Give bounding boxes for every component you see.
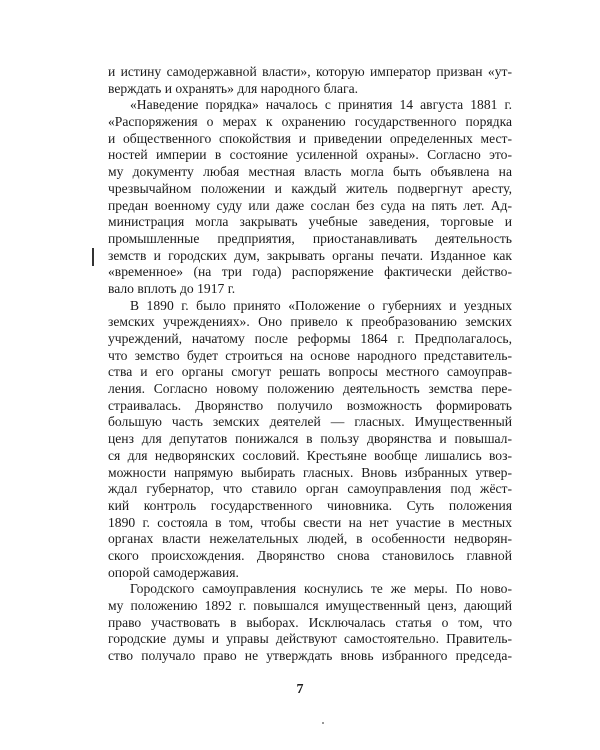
text-line: городские думы и управы действуют самостоятельно. Правитель-: [108, 631, 512, 647]
text-line: земских учреждениях». Оно привело к преобразованию земских: [108, 314, 512, 330]
text-line: му документу любая местная власть могла быть объявлена на: [108, 164, 512, 180]
text-line: и истину самодержавной власти», которую император призван «ут-: [108, 64, 512, 79]
scan-speck: [322, 722, 324, 724]
margin-mark: [92, 248, 94, 266]
text-line: ся для недворянских сословий. Крестьяне вообще лишались воз-: [108, 447, 512, 463]
text-line: Городского самоуправления коснулись те же меры. По ново-: [130, 581, 512, 597]
text-line: и общественного спокойствия и приведении определенных мест-: [108, 130, 512, 146]
text-line: земств и городских дум, закрывать органы печати. Изданное как: [108, 247, 512, 263]
text-line: страивалась. Дворянство получило возможность формировать: [108, 397, 512, 413]
text-line: ского происхождения. Дворянство снова становилось главной: [108, 547, 512, 563]
text-line: органах власти нежелательных людей, в особенности недворян-: [108, 531, 512, 547]
text-line: можности напрямую выбирать гласных. Вновь избранных утвер-: [108, 464, 512, 480]
text-line: ства и его органы смогут решать вопросы местного самоуправ-: [108, 364, 512, 380]
text-line: учреждений, начатому после реформы 1864 г. Предполагалось,: [108, 331, 512, 346]
text-line: «Распоряжения о мерах к охранению государственного порядка: [108, 114, 512, 130]
text-line: ство получало право не утверждать вновь избранного председа-: [108, 648, 512, 664]
text-line: му положению 1892 г. повышался имущественный ценз, дающий: [108, 598, 512, 613]
page-number: 7: [296, 682, 304, 697]
text-line: ждал губернатор, что ставило орган самоуправления под жёст-: [108, 481, 512, 497]
text-line: вало вплоть до 1917 г.: [108, 280, 236, 296]
text-line: «временное» (на три года) распоряжение фактически действо-: [108, 264, 512, 280]
text-line: «Наведение порядка» началось с принятия 14 августа 1881 г.: [130, 97, 512, 113]
text-line: предан военному суду или даже сослан без суда на пять лет. Ад-: [108, 197, 512, 213]
text-line: ностей империи в состояние усиленной охраны». Согласно это-: [108, 147, 512, 163]
text-line: право участвовать в выборах. Исключалась статья о том, что: [108, 614, 512, 630]
text-line: промышленные предприятия, приостанавливать деятельность: [108, 230, 512, 246]
text-line: большую часть земских деятелей — гласных. Имущественный: [108, 414, 512, 430]
text-line: чрезвычайном положении и каждый житель подвергнут аресту,: [108, 180, 512, 196]
text-line: ценз для депутатов понижался в пользу дворянства и повышал-: [108, 431, 512, 447]
text-line: ления. Согласно новому положению деятельность земства пере-: [108, 381, 512, 397]
text-line: кий контроль государственного чиновника. Суть положения: [108, 497, 512, 513]
text-line: В 1890 г. было принято «Положение о губерниях и уездных: [130, 297, 512, 313]
text-line: 1890 г. состояла в том, чтобы свести на нет участие в местных: [108, 514, 512, 530]
text-line: министрация могла закрывать учебные заведения, торговые и: [108, 214, 512, 230]
text-line: верждать и охранять» для народного блага.: [108, 80, 359, 96]
text-line: опорой самодержавия.: [108, 564, 239, 580]
body-text: [108, 64, 512, 665]
text-line: что земство будет строиться на основе народного представитель-: [108, 347, 512, 363]
